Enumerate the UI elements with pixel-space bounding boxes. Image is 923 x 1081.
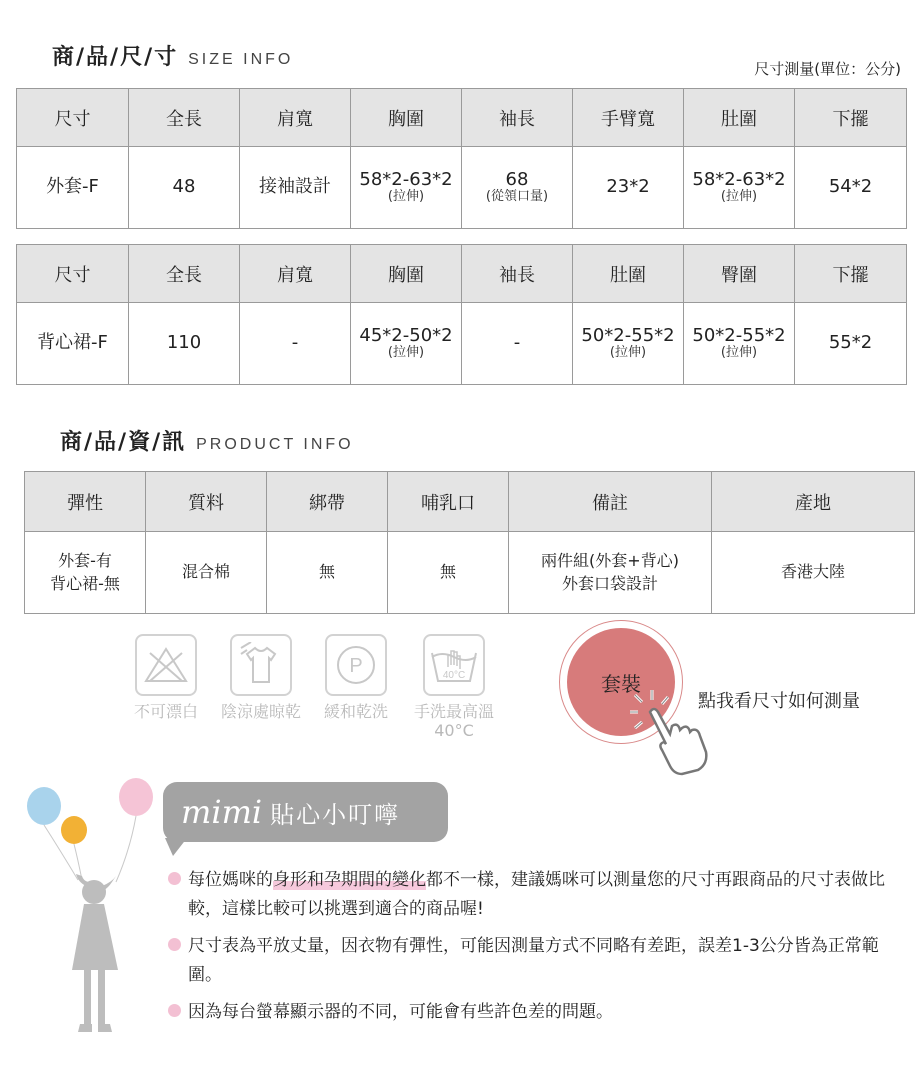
header-cell: 備註 — [509, 472, 712, 532]
header-cell: 袖長 — [462, 89, 573, 147]
cell-value: 55*2 — [828, 332, 873, 354]
care-label: 手洗最高溫 — [413, 702, 494, 721]
cell-value: 23*2 — [606, 176, 650, 198]
header-cell: 胸圍 — [351, 89, 462, 147]
cell-line: 無 — [439, 562, 456, 582]
table-row — [25, 532, 915, 614]
table-header-row — [17, 245, 907, 303]
tip-text: 每位媽咪的 — [188, 870, 273, 890]
table-cell — [573, 147, 684, 229]
cell-note: (拉伸) — [387, 189, 425, 205]
bullet-dot-icon — [168, 1004, 181, 1017]
header-cell: 臀圍 — [684, 245, 795, 303]
table-cell — [795, 303, 907, 385]
tip-text: 尺寸表為平放丈量，因衣物有彈性，可能因測量方式不同略有差距，誤差1-3公分皆為正常範圍。 — [188, 936, 879, 985]
tip-highlight: 身形和孕期間的變化 — [273, 870, 426, 890]
table-cell — [146, 532, 267, 614]
bullet-dot-icon — [168, 872, 181, 885]
product-info-table — [24, 471, 915, 614]
care-dry-clean — [318, 634, 394, 721]
care-no-bleach — [128, 634, 204, 721]
cell-value: 58*2-63*2 — [692, 168, 786, 190]
dry-clean-icon — [325, 634, 387, 696]
product-info-title-zh: 商/品/資/訊 — [60, 430, 187, 455]
header-cell: 全長 — [129, 245, 240, 303]
header-cell: 胸圍 — [351, 245, 462, 303]
cell-value: - — [513, 332, 521, 354]
product-info-title-en: PRODUCT INFO — [196, 436, 354, 453]
size-info-title — [52, 40, 293, 71]
care-label: 緩和乾洗 — [323, 702, 388, 721]
size-table-jacket — [16, 88, 907, 229]
tip-text: 都不一樣，建議媽咪可以測量您的尺寸再跟商品的尺寸表做比較，這樣比較可以挑選到適合的商品喔! — [188, 870, 885, 919]
cell-value: 背心裙-F — [37, 332, 108, 354]
header-cell: 肩寬 — [240, 89, 351, 147]
cell-line: 無 — [318, 562, 335, 582]
header-cell: 質料 — [146, 472, 267, 532]
cell-value: 54*2 — [828, 176, 873, 198]
header-cell: 手臂寬 — [573, 89, 684, 147]
cell-value: 58*2-63*2 — [359, 168, 453, 190]
cell-value: 50*2-55*2 — [692, 324, 786, 346]
table-row — [17, 147, 907, 229]
table-cell — [129, 303, 240, 385]
table-cell — [684, 303, 795, 385]
table-cell — [17, 147, 129, 229]
table-cell — [17, 303, 129, 385]
dry-clean-letter: P — [349, 655, 363, 677]
bubble-tail — [165, 838, 187, 856]
wash-temp-mark: 40°C — [442, 670, 466, 681]
cell-line: 香港大陸 — [780, 562, 845, 582]
size-info-title-en: SIZE INFO — [188, 51, 294, 68]
cell-note: (拉伸) — [720, 345, 758, 361]
unit-note: 尺寸測量(單位：公分) — [754, 60, 901, 78]
table-row — [17, 303, 907, 385]
table-cell — [129, 147, 240, 229]
table-cell — [712, 532, 915, 614]
table-cell — [240, 303, 351, 385]
cell-note: (從領口量) — [485, 189, 549, 205]
table-cell — [573, 303, 684, 385]
header-cell: 尺寸 — [17, 245, 129, 303]
cell-value: 50*2-55*2 — [581, 324, 675, 346]
header-cell: 哺乳口 — [388, 472, 509, 532]
size-info-title-zh: 商/品/尺/寸 — [52, 45, 179, 70]
table-cell — [795, 147, 907, 229]
cell-value: 110 — [166, 332, 202, 354]
header-cell: 袖長 — [462, 245, 573, 303]
mimi-tips-banner — [163, 782, 448, 842]
tips-list — [168, 866, 898, 1035]
cell-note: (拉伸) — [720, 189, 758, 205]
balloons-girl-illustration — [20, 770, 170, 1050]
cell-line: 外套-有 — [58, 551, 112, 571]
cell-value: 48 — [172, 176, 196, 198]
header-cell: 肚圍 — [573, 245, 684, 303]
cell-line: 兩件組(外套+背心) — [541, 551, 679, 571]
table-cell — [267, 532, 388, 614]
header-cell: 全長 — [129, 89, 240, 147]
cell-note: (拉伸) — [387, 345, 425, 361]
measure-guide-link[interactable]: 點我看尺寸如何測量 — [698, 691, 860, 712]
header-cell: 肩寬 — [240, 245, 351, 303]
cell-line: 外套口袋設計 — [561, 573, 658, 593]
table-cell — [351, 147, 462, 229]
care-label-temp: 40°C — [434, 721, 474, 741]
tip-item — [168, 866, 898, 924]
tip-text: 因為每台螢幕顯示器的不同，可能會有些許色差的問題。 — [188, 1002, 613, 1022]
table-cell — [509, 532, 712, 614]
shade-dry-icon — [230, 634, 292, 696]
care-hand-wash — [408, 634, 500, 740]
cell-note: (拉伸) — [609, 345, 647, 361]
header-cell: 下擺 — [795, 89, 907, 147]
table-cell — [25, 532, 146, 614]
mimi-brand: mimi — [181, 793, 263, 831]
header-cell: 尺寸 — [17, 89, 129, 147]
table-header-row — [25, 472, 915, 532]
table-cell — [388, 532, 509, 614]
cell-value: - — [291, 332, 299, 354]
table-cell — [351, 303, 462, 385]
header-cell: 彈性 — [25, 472, 146, 532]
care-label: 陰涼處晾乾 — [220, 702, 301, 721]
cell-value: 接袖設計 — [259, 176, 331, 198]
tip-item — [168, 998, 898, 1027]
header-cell: 下擺 — [795, 245, 907, 303]
cell-line: 混合棉 — [181, 562, 230, 582]
bullet-dot-icon — [168, 938, 181, 951]
table-cell — [462, 303, 573, 385]
header-cell: 綁帶 — [267, 472, 388, 532]
cell-value: 45*2-50*2 — [359, 324, 453, 346]
no-bleach-icon — [135, 634, 197, 696]
table-cell — [240, 147, 351, 229]
product-info-title — [60, 425, 354, 456]
table-header-row — [17, 89, 907, 147]
cell-line: 背心裙-無 — [50, 573, 120, 593]
cell-value: 外套-F — [46, 176, 99, 198]
care-label: 不可漂白 — [133, 702, 198, 721]
care-shade-dry — [215, 634, 307, 721]
mimi-title: 貼心小叮嚀 — [270, 800, 401, 829]
size-table-dress — [16, 244, 907, 385]
tip-item — [168, 932, 898, 990]
table-cell — [684, 147, 795, 229]
set-badge-label: 套裝 — [601, 671, 641, 696]
cell-value: 68 — [505, 168, 529, 190]
table-cell — [462, 147, 573, 229]
header-cell: 肚圍 — [684, 89, 795, 147]
hand-wash-icon — [423, 634, 485, 696]
header-cell: 產地 — [712, 472, 915, 532]
